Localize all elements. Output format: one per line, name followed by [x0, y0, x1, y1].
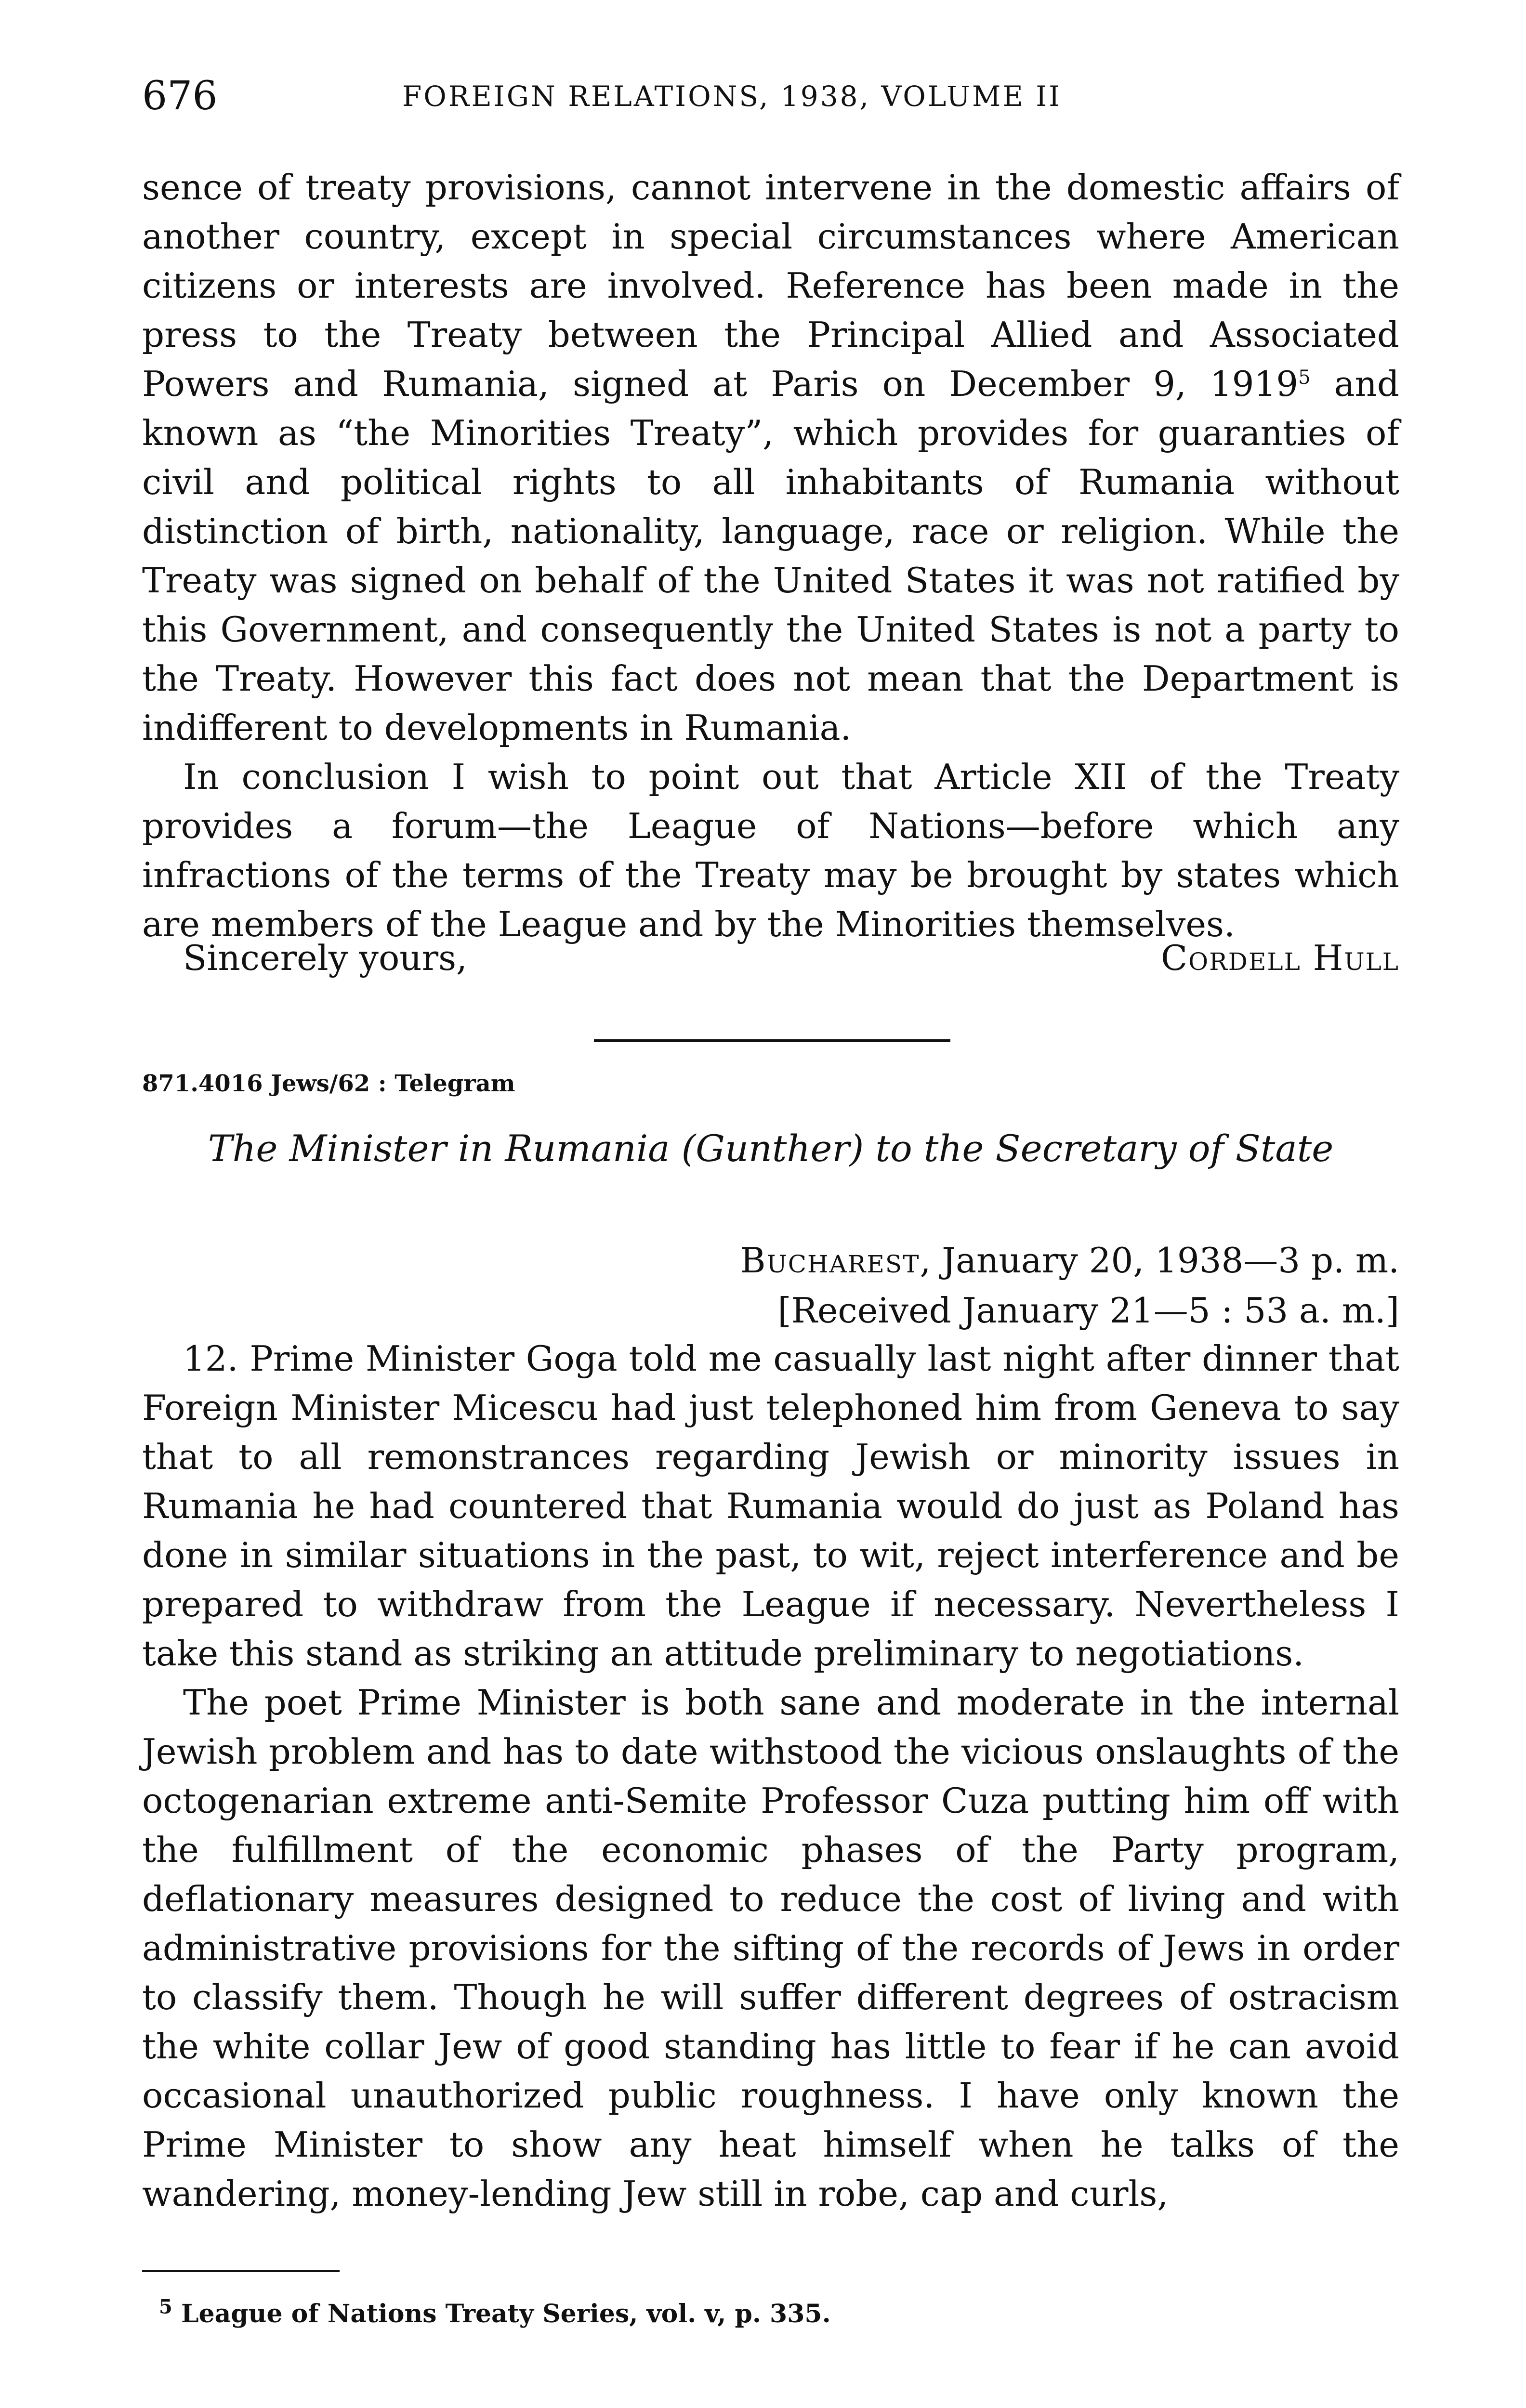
footnote-divider: [142, 2270, 340, 2272]
letter-paragraph-text: and known as “the Minorities Treaty”, which provides for guaranties of civil and political rights to all inhabitants of Rumania without distinction of birth, nationality, language, race or religion. While the Treaty was signed on behalf of the United States it was not ratified by this Government, and consequently the United States is not a party to the Treaty. However this fact does not mean that the Department is indifferent to developments in Rumania.: [142, 364, 1399, 748]
footnote-marker: 5: [1298, 366, 1311, 389]
footnote: [159, 2295, 831, 2333]
letter-body: [142, 163, 1399, 949]
telegram-body: [142, 1334, 1399, 2218]
telegram-paragraph: 12. Prime Minister Goga told me casually last night after dinner that Foreign Minister Micescu had just telephoned him from Geneva to say that to all remonstrances regarding Jewish or minority issues in Rumania he had countered that Rumania would do just as Poland has done in similar situations in the past, to wit, reject interference and be prepared to withdraw from the League if necessary. Nevertheless I take this stand as striking an attitude preliminary to negotiations.: [142, 1338, 1399, 1674]
letter-closing: Sincerely yours,: [183, 938, 467, 978]
footnote-number: 5: [159, 2295, 172, 2318]
footnote-text: League of Nations Treaty Series, vol. v, p. 335.: [172, 2299, 831, 2329]
dateline: [740, 1235, 1399, 1335]
letter-signature: Cordell Hull: [1161, 938, 1399, 978]
file-reference: 871.4016 Jews/62 : Telegram: [142, 1070, 515, 1097]
page-number: 676: [142, 73, 218, 119]
dateline-date: , January 20, 1938—3 p. m.: [920, 1240, 1399, 1281]
dateline-place: Bucharest: [740, 1240, 920, 1281]
telegram-paragraph: The poet Prime Minister is both sane and moderate in the internal Jewish problem and has to date withstood the vicious onslaughts of the octogenarian extreme anti-Semite Professor Cuza putting him off with the fulfillment of the economic phases of the Party program, deflationary measures designed to reduce the cost of living and with administrative provisions for the sifting of the records of Jews in order to classify them. Though he will suffer different degrees of ostracism the white collar Jew of good standing has little to fear if he can avoid occasional unauthorized public roughness. I have only known the Prime Minister to show any heat himself when he talks of the wandering, money-lending Jew still in robe, cap and curls,: [142, 1682, 1399, 2214]
letter-paragraph: [142, 163, 1399, 752]
running-head: FOREIGN RELATIONS, 1938, VOLUME II: [402, 80, 1062, 113]
dateline-sent: [740, 1235, 1399, 1285]
letter-paragraph: In conclusion I wish to point out that Article XII of the Treaty provides a forum—the League of Nations—before which any infractions of the terms of the Treaty may be brought by states which are members of the League and by the Minorities themselves.: [142, 757, 1399, 944]
page-header: [142, 72, 1399, 120]
section-divider: [594, 1039, 950, 1042]
dateline-received: [Received January 21—5 : 53 a. m.]: [777, 1290, 1399, 1331]
letter-paragraph-text: sence of treaty provisions, cannot intervene in the domestic affairs of another country, except in special circumstances where American citizens or interests are involved. Reference has been made in the press to the Treaty between the Principal Allied and Associated Powers and Rumania, signed at Paris on December 9, 1919: [142, 167, 1399, 404]
letter-signoff: [183, 933, 1399, 982]
document-title: The Minister in Rumania (Gunther) to the Secretary of State: [208, 1127, 1334, 1170]
